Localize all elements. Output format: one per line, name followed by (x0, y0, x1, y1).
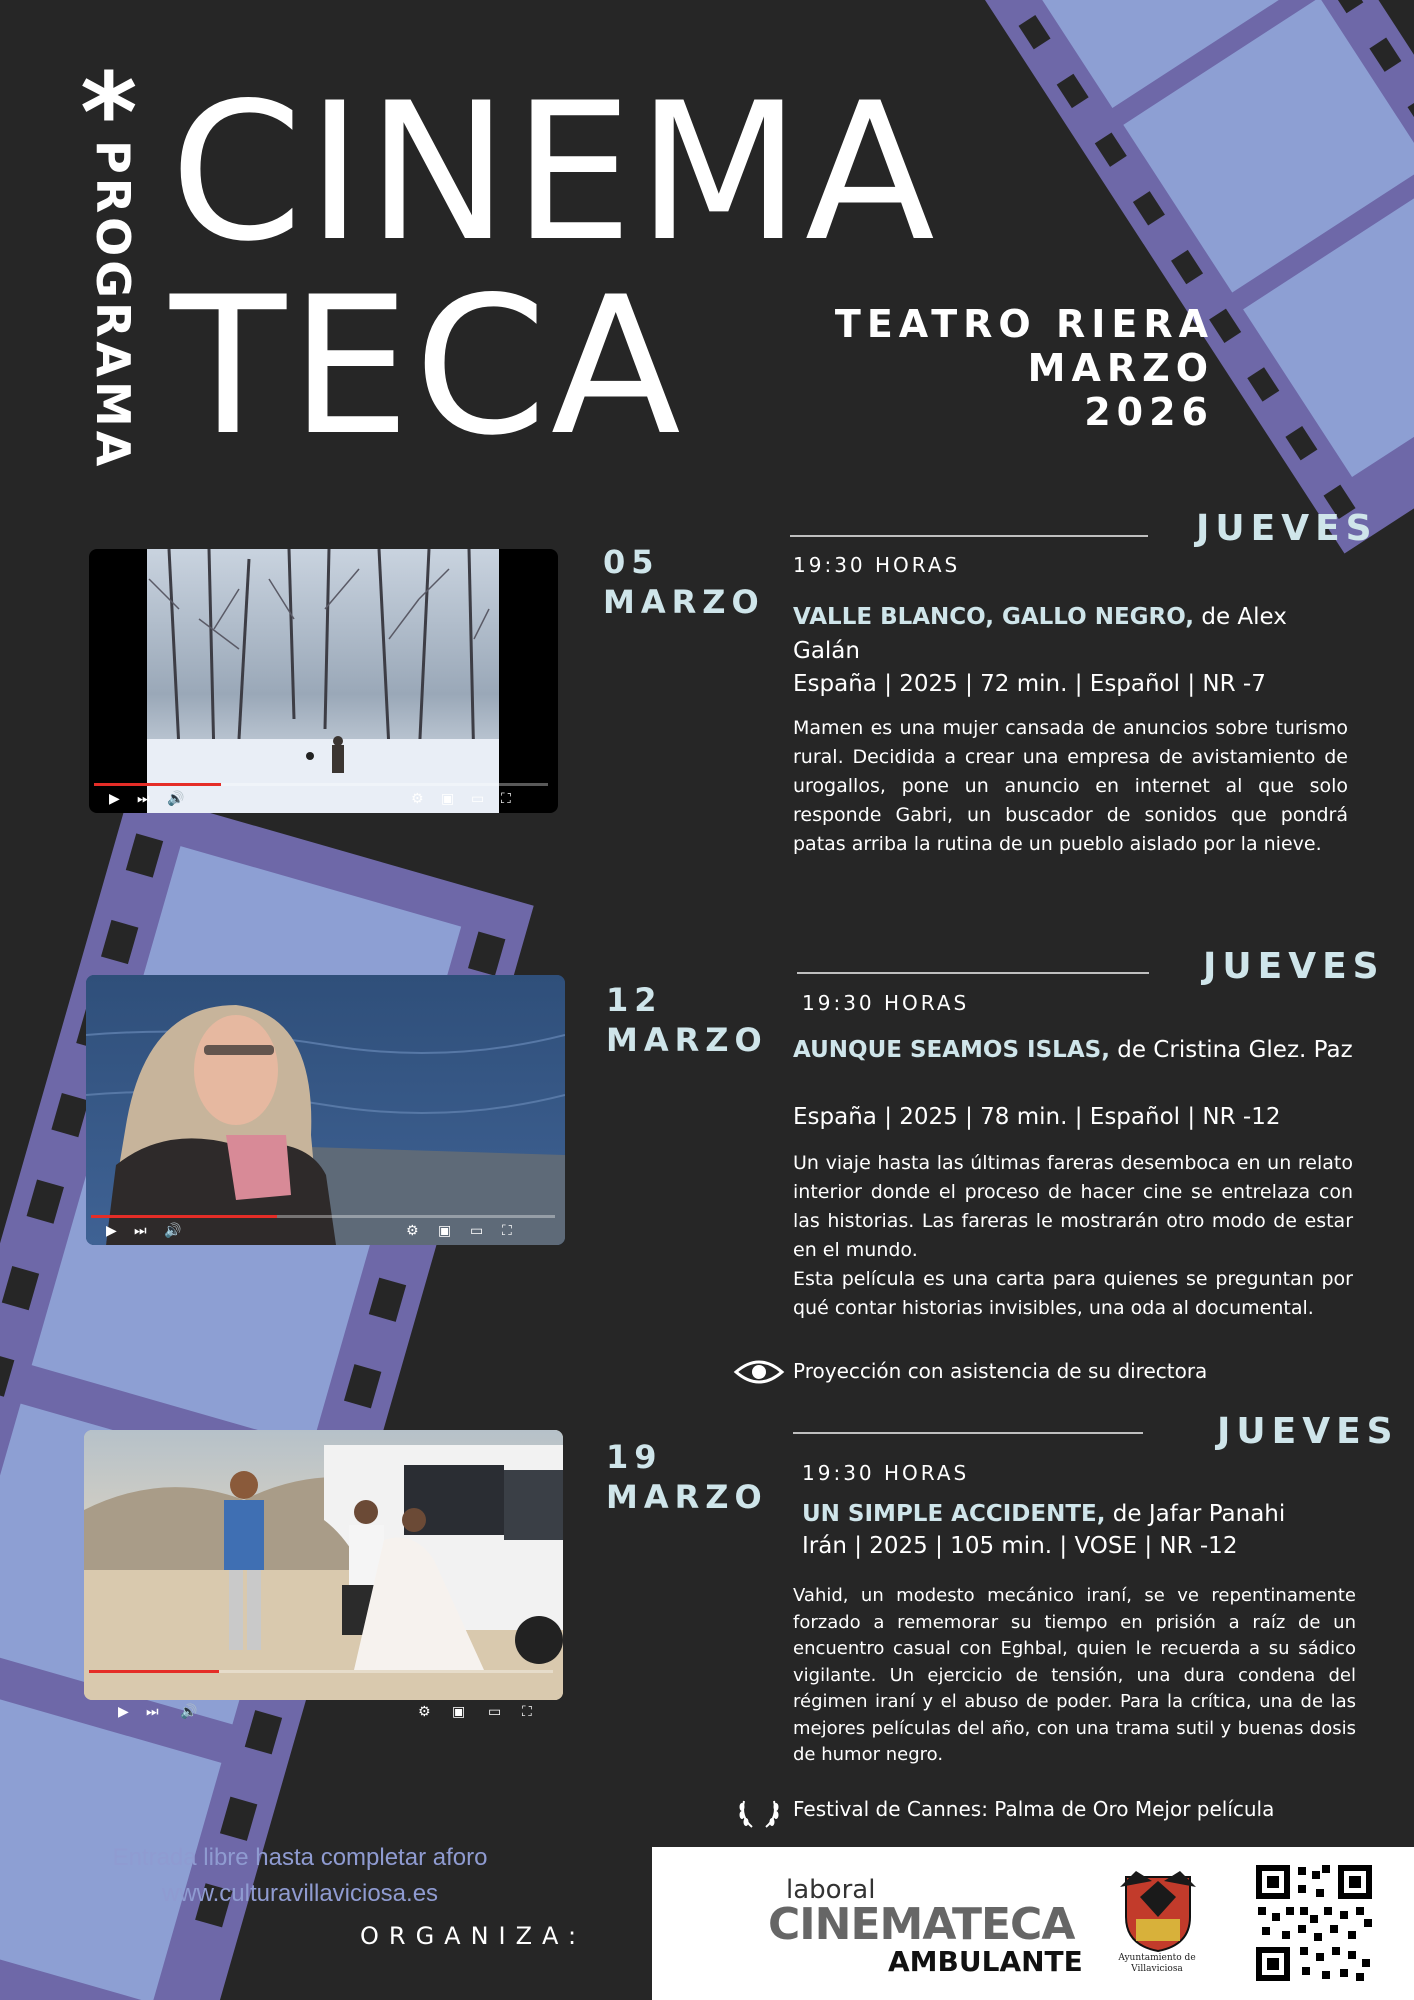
session-2-note: Proyección con asistencia de su directora (793, 1359, 1208, 1383)
session-2-month: MARZO (606, 1021, 768, 1059)
session-2-day: 12 (606, 981, 663, 1019)
session-3-divider (793, 1432, 1143, 1434)
venue-name: TEATRO RIERA (834, 302, 1214, 346)
qr-code-icon[interactable] (1252, 1861, 1376, 1985)
laurel-icon (736, 1795, 782, 1831)
session-1-day: 05 (603, 543, 660, 581)
coat-of-arms-icon (1116, 1867, 1200, 1953)
video-controls-3 (84, 1666, 563, 1700)
next-icon[interactable]: ⏭ (137, 791, 150, 807)
fullscreen-icon[interactable]: ⛶ (502, 1223, 512, 1239)
session-3-director: de Jafar Panahi (1105, 1501, 1286, 1527)
session-2-weekday: JUEVES (1203, 946, 1385, 987)
session-1-synopsis-paragraph: Mamen es una mujer cansada de anuncios sobre turismo rural. Decidida a crear una empresa de avistamiento de urogallos, pone un anuncio en internet al que solo responde Gabri, un buscador de sonidos que pondrá patas arriba la rutina de un pueblo aislado por la nieve. (793, 717, 1348, 855)
next-icon[interactable]: ⏭ (146, 1704, 159, 1720)
session-3-synopsis-paragraph: Vahid, un modesto mecánico iraní, se ve repentinamente forzado a rememorar su tiempo en prisión a raíz de un encuentro casual con Eghbal, quien le recuerda a su sádico vigilante. Un ejercicio de tensión, una dura condena del régimen iraní y el abuso de poder. Para la crítica, una de las mejores películas del año, con una trama sutil y buenas dosis de humor negro. (793, 1585, 1356, 1765)
session-3-time: 19:30 HORAS (802, 1461, 970, 1485)
asterisk-mark: * (80, 49, 138, 177)
session-2-director: de Cristina Glez. Paz (1109, 1037, 1353, 1063)
logo-ambulante: AMBULANTE (888, 1945, 1083, 1978)
session-1-weekday: JUEVES (1196, 508, 1378, 549)
play-icon[interactable]: ▶ (106, 1223, 117, 1239)
session-3-month: MARZO (606, 1478, 768, 1516)
logo-laboral: laboral (786, 1875, 876, 1905)
session-1-meta: España | 2025 | 72 min. | Español | NR -7 (793, 671, 1266, 697)
video-controls-3-below (84, 1700, 563, 1728)
play-icon[interactable]: ▶ (109, 791, 120, 807)
gear-icon[interactable]: ⚙ (418, 1704, 431, 1720)
sponsor-logos-panel (652, 1847, 1414, 2000)
footer-info (80, 1840, 520, 1912)
fullscreen-icon[interactable]: ⛶ (501, 791, 511, 807)
session-2-divider (797, 972, 1149, 974)
session-2-synopsis-paragraph-2: Esta película es una carta para quienes se preguntan por qué contar historias invisibles, una oda al documental. (793, 1268, 1353, 1319)
session-2-date (606, 980, 768, 1060)
logo-cinemateca: CINEMATECA (768, 1899, 1075, 1950)
video-thumbnail-2[interactable] (86, 975, 565, 1245)
session-3-meta: Irán | 2025 | 105 min. | VOSE | NR -12 (802, 1533, 1238, 1559)
miniplayer-icon[interactable]: ▣ (441, 791, 455, 807)
organiza-label: ORGANIZA: (360, 1922, 587, 1950)
fullscreen-icon[interactable]: ⛶ (522, 1704, 532, 1720)
theater-icon[interactable]: ▭ (488, 1704, 502, 1720)
woman-by-sea-image (86, 975, 565, 1245)
session-3-note: Festival de Cannes: Palma de Oro Mejor película (793, 1797, 1275, 1821)
miniplayer-icon[interactable]: ▣ (452, 1704, 466, 1720)
session-1-synopsis (793, 714, 1348, 859)
volume-icon[interactable]: 🔊 (164, 1223, 182, 1239)
video-progress-fill (89, 1670, 219, 1673)
video-thumbnail-1[interactable] (89, 549, 558, 813)
volume-icon[interactable]: 🔊 (167, 791, 185, 807)
video-progress-track[interactable] (94, 783, 548, 786)
desert-van-image (84, 1430, 563, 1700)
session-1-date (603, 542, 765, 622)
venue-year: 2026 (1084, 390, 1214, 434)
session-1-director: de Alex Galán (793, 604, 1287, 664)
session-3-title: UN SIMPLE ACCIDENTE, (802, 1501, 1106, 1527)
session-3-day: 19 (606, 1438, 663, 1476)
video-controls-1 (89, 779, 558, 813)
video-progress-fill (94, 783, 221, 786)
video-progress-fill (91, 1215, 277, 1218)
video-controls-2 (86, 1211, 565, 1245)
session-1-time: 19:30 HORAS (793, 553, 961, 577)
eye-icon (733, 1357, 785, 1387)
website-link[interactable]: www.culturavillaviciosa.es (161, 1880, 439, 1907)
theater-icon[interactable]: ▭ (471, 791, 485, 807)
session-1-title: VALLE BLANCO, GALLO NEGRO, (793, 604, 1195, 630)
session-3-weekday: JUEVES (1217, 1411, 1399, 1452)
title-line-1: CINEMA (170, 62, 939, 283)
miniplayer-icon[interactable]: ▣ (438, 1223, 452, 1239)
theater-icon[interactable]: ▭ (470, 1223, 484, 1239)
video-thumbnail-3[interactable] (84, 1430, 563, 1700)
session-2-time: 19:30 HORAS (802, 991, 970, 1015)
play-icon[interactable]: ▶ (118, 1704, 129, 1720)
session-1-film (793, 600, 1353, 668)
session-1-month: MARZO (603, 583, 765, 621)
ayuntamiento-label: Ayuntamiento de Villaviciosa (1118, 1953, 1196, 1974)
session-2-title: AUNQUE SEAMOS ISLAS, (793, 1037, 1110, 1063)
video-progress-track[interactable] (91, 1215, 555, 1218)
gear-icon[interactable]: ⚙ (406, 1223, 419, 1239)
session-2-meta: España | 2025 | 78 min. | Español | NR -12 (793, 1104, 1281, 1130)
volume-icon[interactable]: 🔊 (180, 1704, 198, 1720)
session-3-date (606, 1437, 768, 1517)
venue-month: MARZO (1027, 346, 1214, 390)
gear-icon[interactable]: ⚙ (411, 791, 424, 807)
venue-block (835, 302, 1214, 434)
entry-info: Entrada libre hasta completar aforo (112, 1844, 488, 1871)
title-line-2: TECA (170, 256, 685, 477)
session-2-synopsis (793, 1149, 1353, 1323)
session-1-divider (790, 535, 1148, 537)
session-2-film (793, 1033, 1353, 1067)
video-progress-track[interactable] (89, 1670, 553, 1673)
next-icon[interactable]: ⏭ (134, 1223, 147, 1239)
session-2-synopsis-paragraph-1: Un viaje hasta las últimas fareras desemboca en un relato interior donde el proceso de hacer cine se entrelaza con las historias. Las fareras le mostrarán otro modo de estar en el mundo. (793, 1152, 1353, 1261)
snowy-forest-image (89, 549, 558, 813)
session-3-film (802, 1497, 1362, 1531)
programa-text: PROGRAMA (86, 140, 140, 471)
session-3-synopsis (793, 1583, 1356, 1769)
